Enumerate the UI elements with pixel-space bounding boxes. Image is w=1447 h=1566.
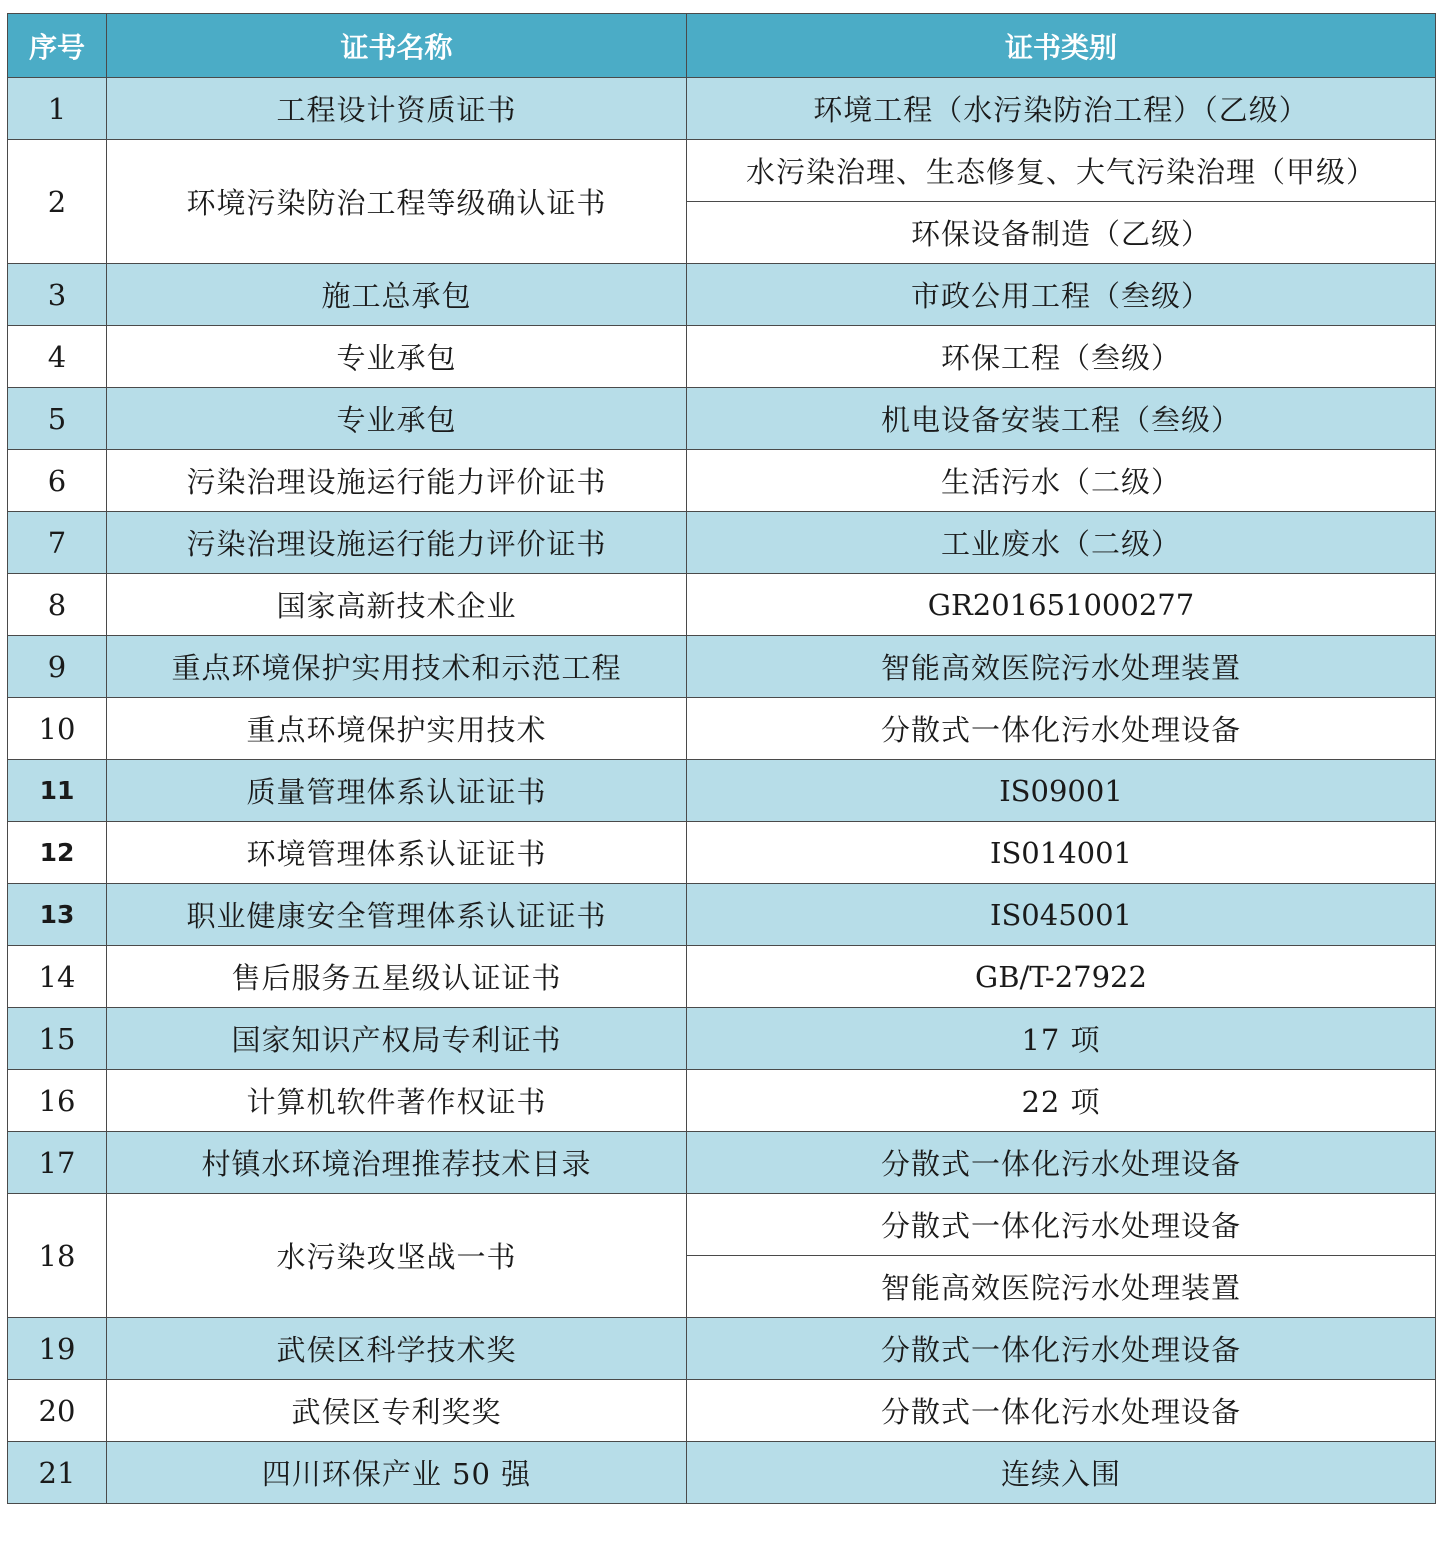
table-row (8, 946, 1436, 1008)
certificate-category: 环保设备制造（乙级） (687, 202, 1436, 264)
certificate-name: 职业健康安全管理体系认证证书 (107, 884, 687, 946)
row-number: 17 (8, 1132, 107, 1194)
row-number: 21 (8, 1442, 107, 1504)
row-number: 18 (8, 1194, 107, 1318)
certificate-name: 专业承包 (107, 326, 687, 388)
table-row (8, 1442, 1436, 1504)
table-row (8, 264, 1436, 326)
header-name: 证书名称 (107, 14, 687, 78)
table-row (8, 1194, 1436, 1256)
row-number: 14 (8, 946, 107, 1008)
table-row (8, 822, 1436, 884)
table-row (8, 760, 1436, 822)
table-row (8, 512, 1436, 574)
certificate-name: 国家高新技术企业 (107, 574, 687, 636)
table-row (8, 1132, 1436, 1194)
certificate-category: IS014001 (687, 822, 1436, 884)
certificate-category: 生活污水（二级） (687, 450, 1436, 512)
certificate-category: 22 项 (687, 1070, 1436, 1132)
row-number: 15 (8, 1008, 107, 1070)
table-row (8, 698, 1436, 760)
certificate-category: 分散式一体化污水处理设备 (687, 1194, 1436, 1256)
row-number: 5 (8, 388, 107, 450)
row-number: 11 (8, 760, 107, 822)
certificate-category: 分散式一体化污水处理设备 (687, 1318, 1436, 1380)
certificate-name: 国家知识产权局专利证书 (107, 1008, 687, 1070)
certificate-name: 专业承包 (107, 388, 687, 450)
row-number: 19 (8, 1318, 107, 1380)
certificate-name: 施工总承包 (107, 264, 687, 326)
certificate-category: GR201651000277 (687, 574, 1436, 636)
header-category: 证书类别 (687, 14, 1436, 78)
table-row (8, 140, 1436, 202)
certificate-name: 武侯区专利奖奖 (107, 1380, 687, 1442)
certificate-name: 污染治理设施运行能力评价证书 (107, 450, 687, 512)
row-number: 13 (8, 884, 107, 946)
certificate-category: 工业废水（二级） (687, 512, 1436, 574)
certificate-name: 质量管理体系认证证书 (107, 760, 687, 822)
certificate-category: 机电设备安装工程（叁级） (687, 388, 1436, 450)
certificate-category: 连续入围 (687, 1442, 1436, 1504)
certificate-name: 重点环境保护实用技术和示范工程 (107, 636, 687, 698)
certificate-category: 环保工程（叁级） (687, 326, 1436, 388)
row-number: 3 (8, 264, 107, 326)
certificate-name: 村镇水环境治理推荐技术目录 (107, 1132, 687, 1194)
table-row (8, 636, 1436, 698)
certificate-name: 武侯区科学技术奖 (107, 1318, 687, 1380)
certificate-category: GB/T-27922 (687, 946, 1436, 1008)
certificate-category: 智能高效医院污水处理装置 (687, 636, 1436, 698)
certificate-name: 环境污染防治工程等级确认证书 (107, 140, 687, 264)
row-number: 2 (8, 140, 107, 264)
row-number: 1 (8, 78, 107, 140)
row-number: 8 (8, 574, 107, 636)
certificate-name: 计算机软件著作权证书 (107, 1070, 687, 1132)
certificate-table (7, 13, 1436, 1504)
row-number: 7 (8, 512, 107, 574)
certificate-name: 水污染攻坚战一书 (107, 1194, 687, 1318)
certificate-category: 环境工程（水污染防治工程）（乙级） (687, 78, 1436, 140)
certificate-name: 环境管理体系认证证书 (107, 822, 687, 884)
row-number: 4 (8, 326, 107, 388)
certificate-name: 污染治理设施运行能力评价证书 (107, 512, 687, 574)
certificate-name: 四川环保产业 50 强 (107, 1442, 687, 1504)
row-number: 20 (8, 1380, 107, 1442)
certificate-category: 17 项 (687, 1008, 1436, 1070)
table-row (8, 1008, 1436, 1070)
header-row (8, 14, 1436, 78)
certificate-category: 智能高效医院污水处理装置 (687, 1256, 1436, 1318)
certificate-name: 工程设计资质证书 (107, 78, 687, 140)
header-no: 序号 (8, 14, 107, 78)
table-row (8, 450, 1436, 512)
certificate-category: IS045001 (687, 884, 1436, 946)
certificate-category: 市政公用工程（叁级） (687, 264, 1436, 326)
table-row (8, 388, 1436, 450)
table-row (8, 1070, 1436, 1132)
table-row (8, 1318, 1436, 1380)
row-number: 12 (8, 822, 107, 884)
certificate-category: 分散式一体化污水处理设备 (687, 1380, 1436, 1442)
row-number: 10 (8, 698, 107, 760)
certificate-category: 分散式一体化污水处理设备 (687, 698, 1436, 760)
certificate-name: 售后服务五星级认证证书 (107, 946, 687, 1008)
certificate-category: 分散式一体化污水处理设备 (687, 1132, 1436, 1194)
row-number: 9 (8, 636, 107, 698)
certificate-category: 水污染治理、生态修复、大气污染治理（甲级） (687, 140, 1436, 202)
table-row (8, 78, 1436, 140)
certificate-name: 重点环境保护实用技术 (107, 698, 687, 760)
table-row (8, 574, 1436, 636)
table-row (8, 1380, 1436, 1442)
row-number: 6 (8, 450, 107, 512)
table-row (8, 326, 1436, 388)
certificate-category: IS09001 (687, 760, 1436, 822)
row-number: 16 (8, 1070, 107, 1132)
certificate-table-wrapper (7, 13, 1436, 1504)
table-row (8, 884, 1436, 946)
